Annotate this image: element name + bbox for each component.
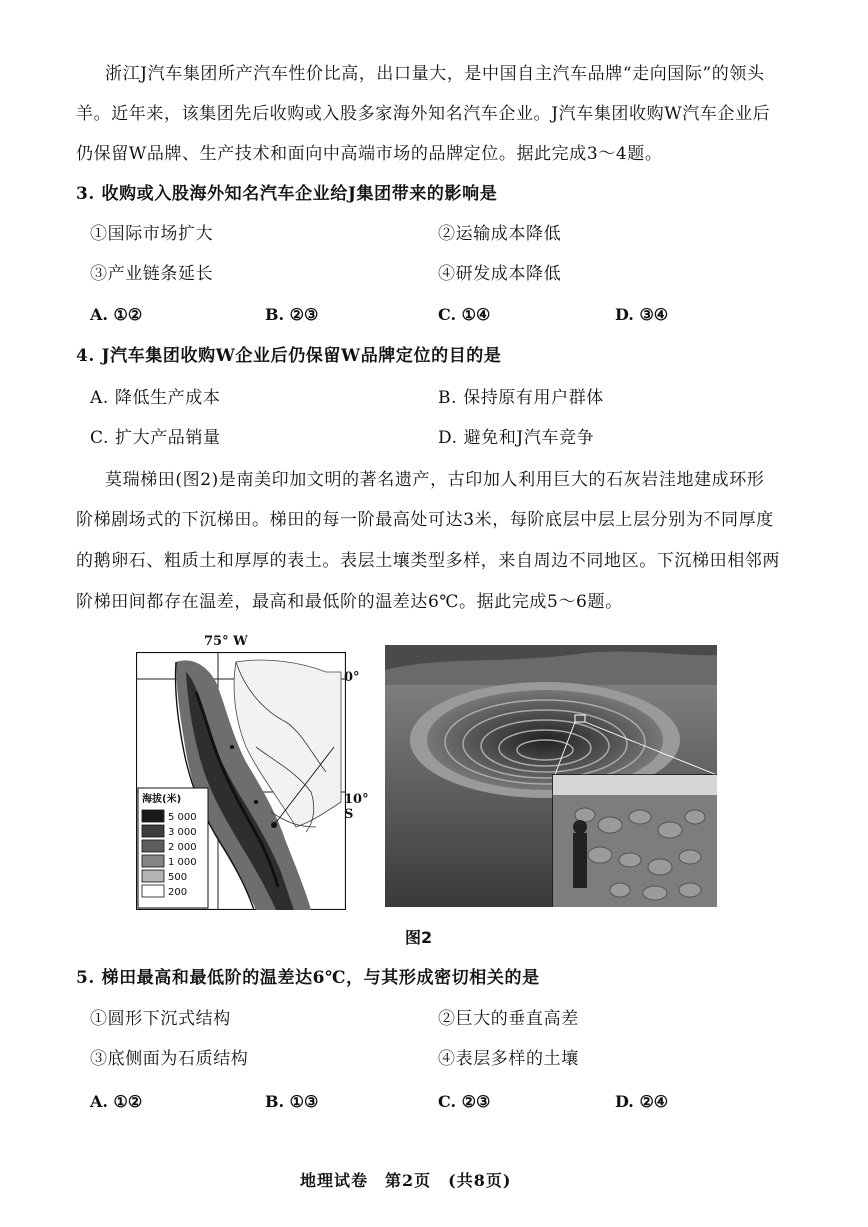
q3-choice-b[interactable]: B. ②③ [265, 305, 319, 324]
latitude-label-0: 0° [344, 670, 360, 685]
q3-item-4: ④研发成本降低 [438, 264, 562, 284]
q5-choice-a[interactable]: A. ①② [90, 1092, 143, 1111]
legend-value: 1 000 [168, 857, 197, 868]
legend-swatch [142, 810, 164, 822]
q3-item-3: ③产业链条延长 [90, 264, 214, 284]
q3-item-1: ①国际市场扩大 [90, 224, 214, 244]
passage1-line3: 仍保留W品牌、生产技术和面向中高端市场的品牌定位。据此完成3～4题。 [76, 144, 663, 164]
latitude-label-10s: 10° S [344, 792, 369, 822]
passage2-line3: 的鹅卵石、粗质土和厚厚的表土。表层土壤类型多样，来自周边不同地区。下沉梯田相邻两 [76, 551, 780, 571]
question-4-stem: 4. J汽车集团收购W企业后仍保留W品牌定位的目的是 [76, 346, 502, 366]
q4-option-a[interactable]: A. 降低生产成本 [90, 388, 221, 408]
q3-choice-c[interactable]: C. ①④ [438, 305, 491, 324]
page-footer: 地理试卷 第2页 (共8页) [300, 1171, 512, 1190]
q5-item-2: ②巨大的垂直高差 [438, 1009, 579, 1029]
legend-value: 500 [168, 872, 188, 883]
q5-item-4: ④表层多样的土壤 [438, 1049, 579, 1069]
legend-swatch [142, 825, 164, 837]
peru-location-map [136, 634, 369, 910]
legend-value: 3 000 [168, 827, 197, 838]
q5-item-3: ③底侧面为石质结构 [90, 1049, 249, 1069]
passage2-line2: 阶梯剧场式的下沉梯田。梯田的每一阶最高处可达3米，每阶底层中层上层分别为不同厚度 [76, 510, 774, 530]
q4-option-d[interactable]: D. 避免和J汽车竞争 [438, 428, 595, 448]
legend-swatch [142, 855, 164, 867]
passage1-line2: 羊。近年来，该集团先后收购或入股多家海外知名汽车企业。J汽车集团收购W汽车企业后 [76, 104, 771, 124]
moray-terraces-photo [385, 645, 717, 907]
legend-swatch [142, 840, 164, 852]
q3-choice-d[interactable]: D. ③④ [615, 305, 669, 324]
legend-swatch [142, 870, 164, 882]
passage2-line1: 莫瑞梯田(图2)是南美印加文明的著名遗产，古印加人利用巨大的石灰岩洼地建成环形 [105, 470, 765, 490]
q3-item-2: ②运输成本降低 [438, 224, 562, 244]
longitude-label: 75° W [204, 634, 248, 649]
q3-choice-a[interactable]: A. ①② [90, 305, 143, 324]
q5-item-1: ①圆形下沉式结构 [90, 1009, 231, 1029]
q4-option-b[interactable]: B. 保持原有用户群体 [438, 388, 604, 408]
q4-option-c[interactable]: C. 扩大产品销量 [90, 428, 221, 448]
legend-value: 5 000 [168, 812, 197, 823]
q5-choice-c[interactable]: C. ②③ [438, 1092, 491, 1111]
passage2-line4: 阶梯田间都存在温差，最高和最低阶的温差达6℃。据此完成5～6题。 [76, 592, 623, 612]
legend-title: 海拔(米) [142, 794, 182, 805]
figure-caption: 图2 [405, 928, 433, 947]
legend-value: 2 000 [168, 842, 197, 853]
question-3-stem: 3. 收购或入股海外知名汽车企业给J集团带来的影响是 [76, 184, 498, 204]
question-5-stem: 5. 梯田最高和最低阶的温差达6℃，与其形成密切相关的是 [76, 968, 540, 988]
passage1-line1: 浙江J汽车集团所产汽车性价比高，出口量大，是中国自主汽车品牌“走向国际”的领头 [105, 64, 765, 84]
legend-swatch [142, 885, 164, 897]
q5-choice-b[interactable]: B. ①③ [265, 1092, 319, 1111]
legend-value: 200 [168, 887, 188, 898]
q5-choice-d[interactable]: D. ②④ [615, 1092, 669, 1111]
